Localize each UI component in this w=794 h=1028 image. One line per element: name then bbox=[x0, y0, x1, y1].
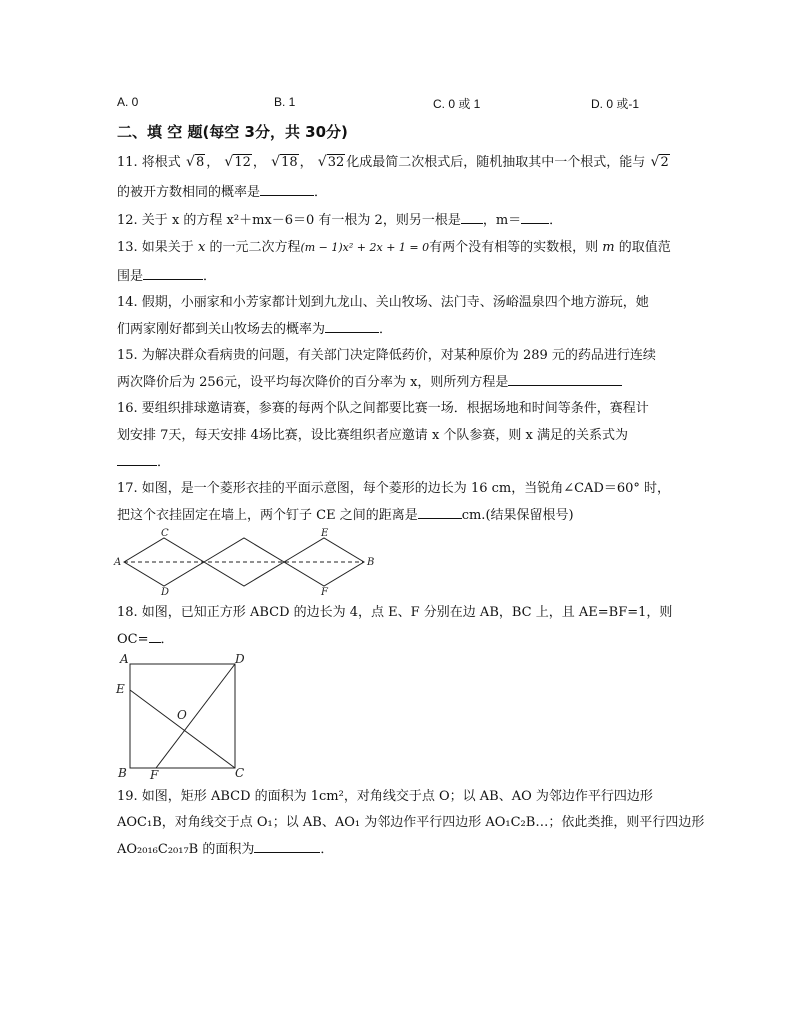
answer-blank[interactable] bbox=[260, 183, 314, 196]
label-b: B bbox=[367, 557, 375, 568]
q11-prefix: 11. 将根式 bbox=[117, 155, 181, 170]
q18-line2: OC= ． bbox=[117, 632, 174, 647]
label-b: B bbox=[118, 766, 127, 780]
label-c: C bbox=[161, 528, 169, 539]
option-d: D. 0 或-1 bbox=[591, 97, 640, 111]
square-figure bbox=[112, 652, 252, 780]
q16-line3: ． bbox=[117, 453, 170, 472]
label-c: C bbox=[235, 766, 245, 780]
label-e: E bbox=[321, 528, 329, 539]
radical-18: √ 18 bbox=[271, 154, 298, 170]
q17-line2: 把这个衣挂固定在墙上，两个钉子 CE 之间的距离是 cm.(结果保留根号) bbox=[117, 508, 574, 523]
answer-blank[interactable] bbox=[461, 211, 483, 224]
label-f: F bbox=[150, 768, 159, 780]
label-f: F bbox=[321, 587, 328, 596]
label-e: E bbox=[116, 682, 125, 696]
segment-fd bbox=[156, 664, 235, 768]
q13-line2: 围是 ． bbox=[117, 269, 217, 284]
radical-12: √ 12 bbox=[224, 154, 251, 170]
label-d: D bbox=[235, 652, 245, 666]
answer-blank[interactable] bbox=[521, 211, 549, 224]
q18-line1: 18. 如图，已知正方形 ABCD 的边长为 4，点 E、F 分别在边 AB，BC 上，且 AE=BF=1，则 bbox=[117, 605, 673, 620]
answer-blank[interactable] bbox=[143, 267, 203, 280]
q11-line2: 的被开方数相同的概率是 ． bbox=[117, 185, 328, 200]
q19-line1: 19. 如图，矩形 ABCD 的面积为 1cm²，对角线交于点 O；以 AB、AO 为邻边作平行四边形 bbox=[117, 789, 653, 804]
option-c: C. 0 或 1 bbox=[433, 97, 481, 111]
radical-32: √ 32 bbox=[317, 154, 345, 170]
label-a: A bbox=[120, 652, 129, 666]
q19-line3: AO₂₀₁₆C₂₀₁₇B 的面积为 ． bbox=[117, 842, 334, 857]
label-o: O bbox=[177, 708, 187, 722]
q14-line2: 们两家刚好都到关山牧场去的概率为 ． bbox=[117, 322, 393, 337]
q16-line2: 划安排 7天，每天安排 4场比赛，设比赛组织者应邀请 x 个队参赛，则 x 满足的关系式为 bbox=[117, 428, 628, 443]
q14-line1: 14. 假期，小丽家和小芳家都计划到九龙山、关山牧场、法门寺、汤峪温泉四个地方游玩，她 bbox=[117, 295, 649, 310]
answer-blank[interactable] bbox=[508, 373, 622, 386]
q15-line1: 15. 为解决群众看病贵的问题，有关部门决定降低药价，对某种原价为 289 元的药品进行连续 bbox=[117, 348, 656, 363]
rhombus-1 bbox=[124, 538, 204, 586]
label-a: A bbox=[114, 557, 122, 568]
q11-line1: 11. 将根式 √ 8 ， √ 12 ， √ 18 ， √ 32 化成最简二次根式后，随机抽取其中一个根式，能与 √ 2 bbox=[117, 154, 669, 170]
rhombus-hanger-figure bbox=[112, 528, 382, 596]
q12-line: 12. 关于 x 的方程 x²＋mx－6＝0 有一根为 2，则另一根是 ，m＝ ． bbox=[117, 213, 563, 228]
answer-blank[interactable] bbox=[325, 320, 379, 333]
segment-ec bbox=[130, 690, 235, 768]
label-d: D bbox=[161, 587, 170, 596]
section-heading: 二、填 空 题(每空 3分，共 30分) bbox=[117, 123, 348, 141]
option-b: B. 1 bbox=[274, 95, 296, 109]
radical-8: √ 8 bbox=[185, 154, 205, 170]
answer-blank[interactable] bbox=[117, 453, 157, 466]
q19-line2: AOC₁B，对角线交于点 O₁；以 AB、AO₁ 为邻边作平行四边形 AO₁C₂B…；依此类推，则平行四边形 bbox=[117, 815, 705, 830]
answer-blank[interactable] bbox=[418, 506, 462, 519]
answer-blank[interactable] bbox=[149, 630, 161, 643]
q13-line1: 13. 如果关于 x 的一元二次方程(m − 1)x² + 2x + 1 = 0有两个没有相等的实数根，则 m 的取值范 bbox=[117, 240, 671, 255]
q17-line1: 17. 如图，是一个菱形衣挂的平面示意图，每个菱形的边长为 16 cm，当锐角∠CAD＝60° 时， bbox=[117, 481, 671, 496]
answer-options bbox=[117, 95, 677, 113]
q15-line2: 两次降价后为 256元，设平均每次降价的百分率为 x，则所列方程是 bbox=[117, 373, 622, 392]
option-a: A. 0 bbox=[117, 95, 139, 109]
q11-mid: 化成最简二次根式后，随机抽取其中一个根式，能与 bbox=[346, 155, 646, 170]
answer-blank[interactable] bbox=[254, 840, 320, 853]
q16-line1: 16. 要组织排球邀请赛，参赛的每两个队之间都要比赛一场．根据场地和时间等条件，赛程计 bbox=[117, 401, 649, 416]
radical-2: √ 2 bbox=[650, 154, 669, 170]
q13-equation: (m − 1)x² + 2x + 1 = 0 bbox=[300, 241, 430, 254]
